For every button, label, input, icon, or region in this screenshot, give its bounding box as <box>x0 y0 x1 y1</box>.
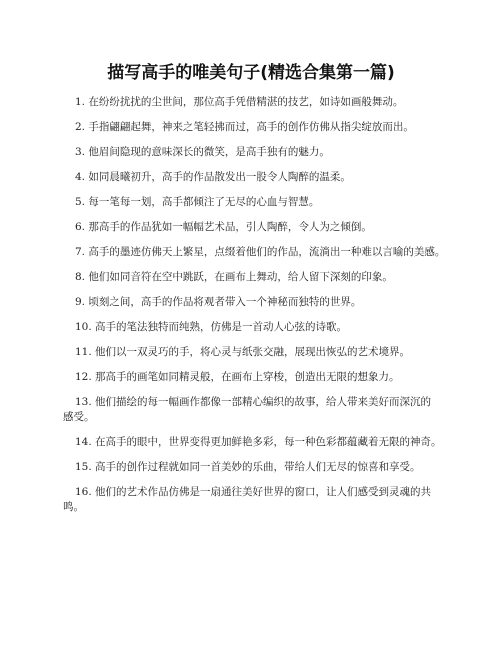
list-item: 5. 每一笔每一划，高手都倾注了无尽的心血与智慧。 <box>75 196 320 208</box>
list-item: 7. 高手的墨迹仿佛天上繁星，点缀着他们的作品，流淌出一种难以言喻的美感。 <box>75 246 446 258</box>
list-item: 11. 他们以一双灵巧的手，将心灵与纸张交融，展现出恢弘的艺术境界。 <box>75 346 411 358</box>
list-item: 10. 高手的笔法独特而纯熟，仿佛是一首动人心弦的诗歌。 <box>75 321 348 333</box>
list-item: 1. 在纷纷扰扰的尘世间，那位高手凭借精湛的技艺，如诗如画般舞动。 <box>75 96 404 108</box>
list-item: 6. 那高手的作品犹如一幅幅艺术品，引人陶醉，令人为之倾倒。 <box>75 221 372 233</box>
page-title: 描写高手的唯美句子(精选合集第一篇) <box>107 63 395 83</box>
list-item: 14. 在高手的眼中，世界变得更加鲜艳多彩，每一种色彩都蕴藏着无限的神奇。 <box>75 436 442 448</box>
list-item-continuation: 鸣。 <box>63 501 84 513</box>
list-item: 4. 如同晨曦初升，高手的作品散发出一股令人陶醉的温柔。 <box>75 171 351 183</box>
list-item: 3. 他眉间隐现的意味深长的微笑，是高手独有的魅力。 <box>75 146 330 158</box>
list-item: 9. 顷刻之间，高手的作品将观者带入一个神秘而独特的世界。 <box>75 296 362 308</box>
list-item-multiline <box>63 395 455 425</box>
list-item-multiline <box>63 485 455 515</box>
list-item: 12. 那高手的画笔如同精灵般，在画布上穿梭，创造出无限的想象力。 <box>75 371 400 383</box>
sentence-list <box>63 95 455 525</box>
list-item: 8. 他们如同音符在空中跳跃，在画布上舞动，给人留下深刻的印象。 <box>75 271 393 283</box>
list-item: 15. 高手的创作过程就如同一首美妙的乐曲，带给人们无尽的惊喜和享受。 <box>75 461 421 473</box>
list-item: 2. 手指翩翩起舞，神来之笔轻拂而过，高手的创作仿佛从指尖绽放而出。 <box>75 121 414 133</box>
list-item-continuation: 感受。 <box>63 411 95 423</box>
list-item-line: 13. 他们描绘的每一幅画作都像一部精心编织的故事，给人带来美好而深沉的 <box>75 396 432 408</box>
list-item-line: 16. 他们的艺术作品仿佛是一扇通往美好世界的窗口，让人们感受到灵魂的共 <box>75 486 432 498</box>
